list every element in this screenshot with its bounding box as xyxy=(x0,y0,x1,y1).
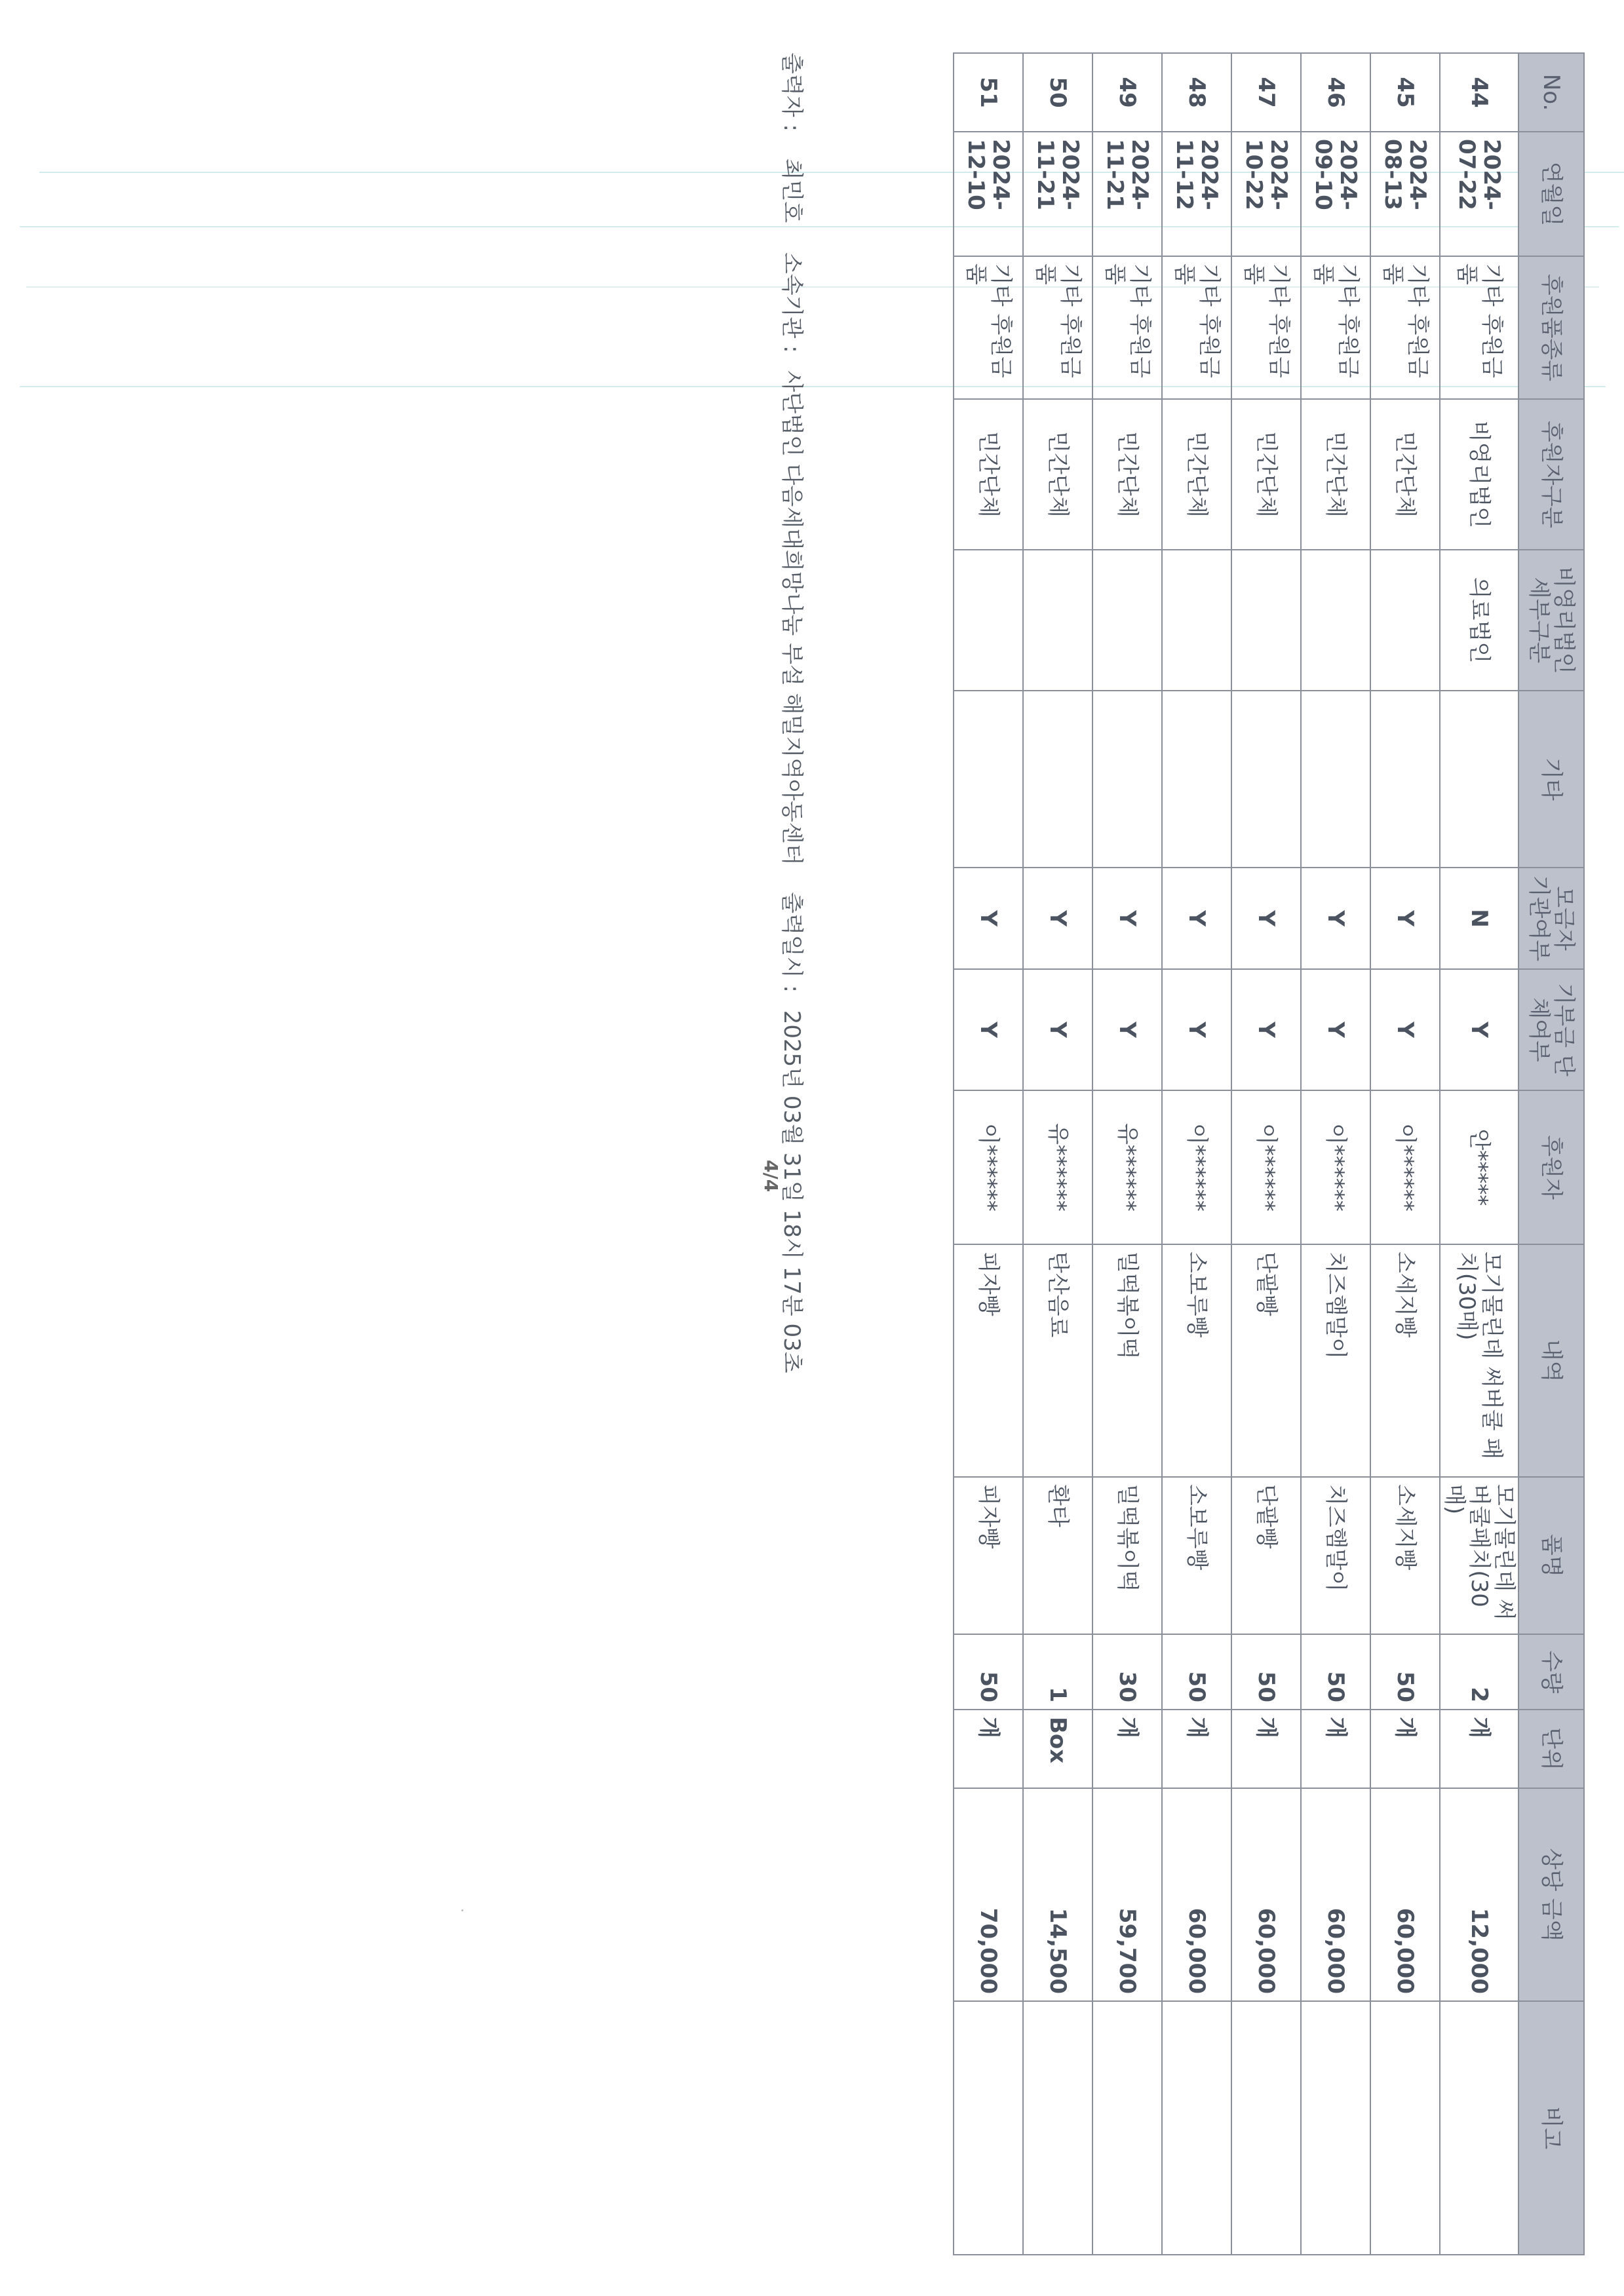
header-amount: 상당 금액 xyxy=(1518,1788,1584,2001)
cell-donor: 유****** xyxy=(1023,1090,1092,1244)
cell-nonprofit-sub xyxy=(1162,550,1231,691)
cell-detail: 치즈햄말이 xyxy=(1301,1244,1370,1477)
print-time-value: 2025년 03월 31일 18시 17분 03초 xyxy=(779,1010,805,1373)
cell-no: 48 xyxy=(1162,53,1231,132)
table-row xyxy=(1301,53,1370,2255)
cell-kind: 기타 후원금품 xyxy=(1023,256,1092,399)
header-donation-org: 기부금 단체여부 xyxy=(1518,969,1584,1090)
page-number: 4/4 xyxy=(760,1160,782,1193)
cell-nonprofit-sub xyxy=(1370,550,1440,691)
cell-donor: 이****** xyxy=(954,1090,1023,1244)
cell-unit: 개 xyxy=(1092,1710,1162,1788)
scan-speck xyxy=(461,1909,463,1911)
cell-donor-type: 민간단체 xyxy=(1370,399,1440,550)
cell-donor: 이****** xyxy=(1162,1090,1231,1244)
cell-fundraiser: Y xyxy=(1370,868,1440,969)
cell-unit: 개 xyxy=(1370,1710,1440,1788)
cell-no: 45 xyxy=(1370,53,1440,132)
cell-nonprofit-sub xyxy=(1301,550,1370,691)
cell-donation-org: Y xyxy=(1440,969,1518,1090)
cell-unit: 개 xyxy=(1301,1710,1370,1788)
cell-fundraiser: Y xyxy=(1092,868,1162,969)
header-note: 비고 xyxy=(1518,2001,1584,2255)
cell-amount: 59,700 xyxy=(1092,1788,1162,2001)
printer-name: 최민호 xyxy=(779,158,805,223)
cell-unit: 개 xyxy=(954,1710,1023,1788)
cell-fundraiser: Y xyxy=(1301,868,1370,969)
cell-donor: 이****** xyxy=(1231,1090,1301,1244)
cell-donor-type: 민간단체 xyxy=(1162,399,1231,550)
cell-detail: 소세지빵 xyxy=(1370,1244,1440,1477)
cell-item: 단팥빵 xyxy=(1231,1477,1301,1634)
cell-amount: 60,000 xyxy=(1162,1788,1231,2001)
cell-date: 2024-11-12 xyxy=(1162,132,1231,256)
cell-amount: 60,000 xyxy=(1301,1788,1370,2001)
cell-item: 피자빵 xyxy=(954,1477,1023,1634)
cell-etc xyxy=(954,691,1023,868)
cell-detail: 모기물린데 써버쿨 패치(30매) xyxy=(1440,1244,1518,1477)
table-row xyxy=(1370,53,1440,2255)
table-row xyxy=(1440,53,1518,2255)
cell-kind: 기타 후원금품 xyxy=(1231,256,1301,399)
cell-nonprofit-sub: 의료법인 xyxy=(1440,550,1518,691)
cell-donor: 안***** xyxy=(1440,1090,1518,1244)
cell-kind: 기타 후원금품 xyxy=(1301,256,1370,399)
cell-qty: 1 xyxy=(1023,1634,1092,1710)
cell-item: 치즈햄말이 xyxy=(1301,1477,1370,1634)
cell-kind: 기타 후원금품 xyxy=(1162,256,1231,399)
cell-no: 47 xyxy=(1231,53,1301,132)
cell-fundraiser: Y xyxy=(1023,868,1092,969)
cell-qty: 50 xyxy=(1162,1634,1231,1710)
header-nonprofit-sub: 비영리법인 세부구분 xyxy=(1518,550,1584,691)
cell-fundraiser: N xyxy=(1440,868,1518,969)
cell-note xyxy=(1092,2001,1162,2255)
cell-note xyxy=(1370,2001,1440,2255)
cell-donor-type: 민간단체 xyxy=(1023,399,1092,550)
cell-note xyxy=(954,2001,1023,2255)
cell-note xyxy=(1023,2001,1092,2255)
cell-kind: 기타 후원금품 xyxy=(1370,256,1440,399)
cell-item: 밀떡볶이떡 xyxy=(1092,1477,1162,1634)
cell-amount: 60,000 xyxy=(1370,1788,1440,2001)
cell-etc xyxy=(1023,691,1092,868)
cell-donation-org: Y xyxy=(1023,969,1092,1090)
table-row xyxy=(1023,53,1092,2255)
cell-donation-org: Y xyxy=(1092,969,1162,1090)
table-row xyxy=(1162,53,1231,2255)
cell-donor-type: 비영리법인 xyxy=(1440,399,1518,550)
cell-note xyxy=(1301,2001,1370,2255)
header-detail: 내역 xyxy=(1518,1244,1584,1477)
cell-donor-type: 민간단체 xyxy=(954,399,1023,550)
cell-donor-type: 민간단체 xyxy=(1231,399,1301,550)
cell-qty: 50 xyxy=(1231,1634,1301,1710)
cell-amount: 60,000 xyxy=(1231,1788,1301,2001)
table-header-row xyxy=(1518,53,1584,2255)
cell-qty: 50 xyxy=(1301,1634,1370,1710)
cell-item: 소보루빵 xyxy=(1162,1477,1231,1634)
cell-etc xyxy=(1231,691,1301,868)
donation-table xyxy=(953,52,1585,2255)
cell-unit: 개 xyxy=(1162,1710,1231,1788)
print-footer xyxy=(778,52,810,2241)
cell-qty: 50 xyxy=(954,1634,1023,1710)
cell-donation-org: Y xyxy=(1231,969,1301,1090)
cell-item: 모기물린데 써버쿨패치(30매) xyxy=(1440,1477,1518,1634)
cell-detail: 단팥빵 xyxy=(1231,1244,1301,1477)
cell-amount: 70,000 xyxy=(954,1788,1023,2001)
cell-donor-type: 민간단체 xyxy=(1092,399,1162,550)
cell-kind: 기타 후원금품 xyxy=(1092,256,1162,399)
cell-amount: 12,000 xyxy=(1440,1788,1518,2001)
header-donor: 후원자 xyxy=(1518,1090,1584,1244)
cell-date: 2024-11-21 xyxy=(1092,132,1162,256)
header-kind: 후원품종류 xyxy=(1518,256,1584,399)
cell-donation-org: Y xyxy=(954,969,1023,1090)
cell-etc xyxy=(1162,691,1231,868)
cell-no: 46 xyxy=(1301,53,1370,132)
cell-qty: 30 xyxy=(1092,1634,1162,1710)
cell-no: 44 xyxy=(1440,53,1518,132)
cell-date: 2024-12-10 xyxy=(954,132,1023,256)
cell-qty: 50 xyxy=(1370,1634,1440,1710)
header-fundraiser: 모금자 기관여부 xyxy=(1518,868,1584,969)
cell-nonprofit-sub xyxy=(1023,550,1092,691)
cell-amount: 14,500 xyxy=(1023,1788,1092,2001)
cell-item: 소세지빵 xyxy=(1370,1477,1440,1634)
cell-qty: 2 xyxy=(1440,1634,1518,1710)
cell-item: 환타 xyxy=(1023,1477,1092,1634)
table-row xyxy=(1092,53,1162,2255)
header-date: 연월일 xyxy=(1518,132,1584,256)
cell-nonprofit-sub xyxy=(1231,550,1301,691)
cell-donation-org: Y xyxy=(1162,969,1231,1090)
document-page xyxy=(760,52,1585,2241)
cell-donation-org: Y xyxy=(1370,969,1440,1090)
cell-detail: 밀떡볶이떡 xyxy=(1092,1244,1162,1477)
cell-etc xyxy=(1092,691,1162,868)
cell-date: 2024-08-13 xyxy=(1370,132,1440,256)
header-item: 품명 xyxy=(1518,1477,1584,1634)
cell-unit: 개 xyxy=(1231,1710,1301,1788)
cell-note xyxy=(1231,2001,1301,2255)
print-time-label: 출력일시 : xyxy=(779,892,805,993)
cell-fundraiser: Y xyxy=(1162,868,1231,969)
cell-fundraiser: Y xyxy=(954,868,1023,969)
cell-etc xyxy=(1440,691,1518,868)
cell-nonprofit-sub xyxy=(954,550,1023,691)
header-donor-type: 후원자구분 xyxy=(1518,399,1584,550)
cell-date: 2024-10-22 xyxy=(1231,132,1301,256)
header-qty: 수량 xyxy=(1518,1634,1584,1710)
cell-donor: 유****** xyxy=(1092,1090,1162,1244)
cell-date: 2024-11-21 xyxy=(1023,132,1092,256)
cell-no: 51 xyxy=(954,53,1023,132)
printer-label: 출력자 : xyxy=(779,52,805,132)
cell-donor: 이****** xyxy=(1370,1090,1440,1244)
cell-kind: 기타 후원금품 xyxy=(1440,256,1518,399)
cell-detail: 피자빵 xyxy=(954,1244,1023,1477)
cell-no: 50 xyxy=(1023,53,1092,132)
cell-date: 2024-07-22 xyxy=(1440,132,1518,256)
header-unit: 단위 xyxy=(1518,1710,1584,1788)
org-name: 사단법인 다음세대희망나눔 부설 해밀지역아동센터 xyxy=(779,370,805,866)
cell-donation-org: Y xyxy=(1301,969,1370,1090)
cell-nonprofit-sub xyxy=(1092,550,1162,691)
header-etc: 기타 xyxy=(1518,691,1584,868)
cell-note xyxy=(1440,2001,1518,2255)
cell-unit: Box xyxy=(1023,1710,1092,1788)
cell-donor: 이****** xyxy=(1301,1090,1370,1244)
cell-unit: 개 xyxy=(1440,1710,1518,1788)
org-label: 소속기관 : xyxy=(779,252,805,353)
cell-date: 2024-09-10 xyxy=(1301,132,1370,256)
cell-donor-type: 민간단체 xyxy=(1301,399,1370,550)
cell-etc xyxy=(1301,691,1370,868)
cell-kind: 기타 후원금품 xyxy=(954,256,1023,399)
cell-note xyxy=(1162,2001,1231,2255)
cell-no: 49 xyxy=(1092,53,1162,132)
table-row xyxy=(1231,53,1301,2255)
cell-fundraiser: Y xyxy=(1231,868,1301,969)
header-no: No. xyxy=(1518,53,1584,132)
cell-etc xyxy=(1370,691,1440,868)
cell-detail: 탄산음료 xyxy=(1023,1244,1092,1477)
cell-detail: 소보루빵 xyxy=(1162,1244,1231,1477)
table-row xyxy=(954,53,1023,2255)
